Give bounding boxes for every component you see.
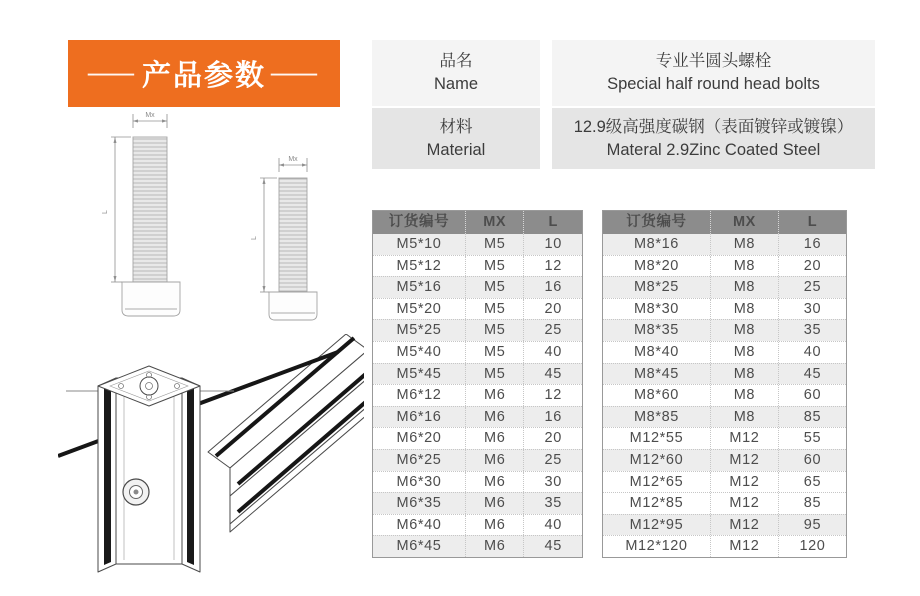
bolt-large — [102, 112, 180, 316]
table-cell: M6 — [465, 428, 524, 449]
column-header-l: L — [523, 211, 582, 234]
info-label-en: Name — [433, 75, 478, 93]
length-dimension-label: L — [251, 236, 258, 240]
table-cell: 40 — [778, 342, 846, 363]
section-banner — [68, 40, 340, 107]
table-cell: M5*20 — [396, 300, 442, 317]
table-cell: M8 — [710, 256, 778, 277]
table-cell: M8*60 — [633, 387, 679, 404]
table-cell: 60 — [778, 450, 846, 471]
info-row-material — [372, 108, 875, 169]
info-value-en: Materal 2.9Zinc Coated Steel — [606, 140, 821, 159]
table-cell: 20 — [523, 299, 582, 320]
table-row — [603, 406, 846, 428]
column-header-order-code: 订货编号 — [388, 214, 450, 231]
info-label-cn: 品名 — [439, 52, 473, 71]
table-row — [603, 363, 846, 385]
info-value-cn: 专业半圆头螺栓 — [655, 52, 772, 71]
table-cell: 60 — [778, 385, 846, 406]
table-cell: 16 — [523, 277, 582, 298]
table-cell: M6*25 — [396, 451, 442, 468]
info-value-material — [552, 108, 875, 169]
table-cell: M8*35 — [633, 322, 679, 339]
table-cell: 45 — [778, 364, 846, 385]
table-cell: M5 — [465, 299, 524, 320]
table-cell: M6*35 — [396, 495, 442, 512]
table-cell: 10 — [523, 234, 582, 255]
table-cell: M8 — [710, 277, 778, 298]
table-row — [603, 384, 846, 406]
table-cell: M6 — [465, 407, 524, 428]
table-cell: 95 — [778, 515, 846, 536]
banner-dash-right: — — [270, 57, 321, 89]
table-cell: M12 — [710, 493, 778, 514]
table-cell: M8*25 — [633, 279, 679, 296]
table-row — [373, 319, 582, 341]
table-cell: M12*65 — [629, 473, 684, 490]
table-cell: M8 — [710, 234, 778, 255]
table-row — [603, 276, 846, 298]
table-cell: M8*20 — [633, 257, 679, 274]
table-cell: 40 — [523, 342, 582, 363]
info-value-en: Special half round head bolts — [607, 75, 820, 93]
table-row — [603, 298, 846, 320]
table-cell: 35 — [778, 320, 846, 341]
aluminum-profile-illustration — [58, 334, 364, 574]
column-header-mx: MX — [465, 211, 524, 234]
table-cell: 45 — [523, 364, 582, 385]
bolt-head — [269, 292, 317, 320]
column-header-order-code: 订货编号 — [626, 214, 687, 231]
diameter-dimension-label: Mx — [145, 112, 155, 119]
table-cell: M12*85 — [629, 495, 684, 512]
table-cell: 20 — [523, 428, 582, 449]
table-row — [603, 255, 846, 277]
table-cell: M8 — [710, 385, 778, 406]
table-cell: M6*12 — [396, 387, 442, 404]
table-row — [373, 449, 582, 471]
product-info-table — [372, 40, 875, 171]
table-body — [603, 234, 846, 557]
table-cell: 25 — [523, 320, 582, 341]
table-row — [373, 492, 582, 514]
table-row — [603, 471, 846, 493]
table-header — [603, 211, 846, 234]
table-cell: 25 — [523, 450, 582, 471]
table-cell: M6 — [465, 472, 524, 493]
table-row — [603, 514, 846, 536]
bolt-thread-shaft — [133, 137, 167, 282]
table-cell: M8 — [710, 320, 778, 341]
info-label-name — [372, 40, 540, 106]
table-header — [373, 211, 582, 234]
table-cell: 55 — [778, 428, 846, 449]
info-value-name — [552, 40, 875, 106]
table-cell: 120 — [778, 536, 846, 557]
table-row — [603, 535, 846, 557]
table-cell: M8 — [710, 342, 778, 363]
table-cell: M6*16 — [396, 408, 442, 425]
banner-dash-left: — — [87, 57, 138, 89]
table-row — [373, 276, 582, 298]
table-cell: M6 — [465, 450, 524, 471]
table-cell: 65 — [778, 472, 846, 493]
table-cell: 40 — [523, 515, 582, 536]
table-cell: M6*40 — [396, 516, 442, 533]
table-row — [373, 384, 582, 406]
table-cell: 25 — [778, 277, 846, 298]
table-cell: 45 — [523, 536, 582, 557]
info-label-material — [372, 108, 540, 169]
table-row — [603, 427, 846, 449]
table-cell: 30 — [523, 472, 582, 493]
table-cell: 16 — [523, 407, 582, 428]
table-cell: M5 — [465, 277, 524, 298]
table-cell: M5*40 — [396, 344, 442, 361]
table-cell: M6 — [465, 536, 524, 557]
table-row — [373, 341, 582, 363]
table-cell: M12*95 — [629, 516, 684, 533]
table-cell: 35 — [523, 493, 582, 514]
spec-table-m5-m6 — [372, 210, 583, 558]
table-cell: M12 — [710, 515, 778, 536]
table-cell: M6*20 — [396, 430, 442, 447]
page-title: 产品参数 — [141, 60, 266, 92]
table-row — [373, 471, 582, 493]
table-cell: M5*16 — [396, 279, 442, 296]
table-cell: M12*120 — [625, 538, 688, 555]
table-cell: M8*40 — [633, 344, 679, 361]
table-row — [603, 319, 846, 341]
table-row — [373, 298, 582, 320]
info-value-cn: 12.9级高强度碳钢（表面镀锌或镀镍） — [573, 117, 854, 136]
table-cell: M6 — [465, 493, 524, 514]
table-row — [373, 427, 582, 449]
table-cell: 20 — [778, 256, 846, 277]
table-cell: M5 — [465, 342, 524, 363]
table-cell: M6 — [465, 385, 524, 406]
table-cell: M12 — [710, 472, 778, 493]
table-cell: M6 — [465, 515, 524, 536]
table-cell: 12 — [523, 256, 582, 277]
vertical-profile-column — [66, 366, 234, 572]
table-cell: 12 — [523, 385, 582, 406]
bolt-thread-shaft — [279, 178, 307, 292]
bolt-small — [251, 156, 317, 320]
table-cell: M6*45 — [396, 538, 442, 555]
table-cell: M5*10 — [396, 236, 442, 253]
table-cell: M12 — [710, 450, 778, 471]
table-cell: M12 — [710, 536, 778, 557]
column-header-mx: MX — [710, 211, 778, 234]
table-row — [373, 535, 582, 557]
table-cell: 85 — [778, 493, 846, 514]
table-cell: 16 — [778, 234, 846, 255]
table-cell: M8*16 — [633, 236, 679, 253]
table-row — [373, 363, 582, 385]
table-cell: M6*30 — [396, 473, 442, 490]
table-cell: M8*30 — [633, 300, 679, 317]
table-cell: M12*60 — [629, 451, 684, 468]
info-label-en: Material — [426, 140, 486, 159]
table-cell: M5 — [465, 256, 524, 277]
table-cell: M5*12 — [396, 257, 442, 274]
table-cell: M5 — [465, 364, 524, 385]
table-cell: M5 — [465, 320, 524, 341]
table-cell: M12*55 — [629, 430, 684, 447]
table-cell: M8 — [710, 299, 778, 320]
table-row — [373, 255, 582, 277]
table-cell: M8*45 — [633, 365, 679, 382]
spec-table-m8-m12 — [602, 210, 847, 558]
table-row — [603, 492, 846, 514]
info-label-cn: 材料 — [439, 117, 473, 136]
table-cell: M8 — [710, 364, 778, 385]
table-cell: 85 — [778, 407, 846, 428]
connector-bolt-head — [123, 479, 149, 505]
table-cell: M5 — [465, 234, 524, 255]
table-body — [373, 234, 582, 557]
table-row — [603, 449, 846, 471]
table-row — [373, 514, 582, 536]
table-cell: M5*45 — [396, 365, 442, 382]
table-row — [373, 406, 582, 428]
table-row — [603, 234, 846, 255]
table-cell: M5*25 — [396, 322, 442, 339]
diameter-dimension-label: Mx — [288, 156, 298, 163]
table-cell: M8 — [710, 407, 778, 428]
bolt-technical-drawing — [85, 106, 335, 324]
table-cell: M8*85 — [633, 408, 679, 425]
info-row-name — [372, 40, 875, 106]
table-row — [603, 341, 846, 363]
table-cell: 30 — [778, 299, 846, 320]
table-row — [373, 234, 582, 255]
table-cell: M12 — [710, 428, 778, 449]
length-dimension-label: L — [102, 210, 109, 214]
bolt-head — [122, 282, 180, 316]
column-header-l: L — [778, 211, 846, 234]
